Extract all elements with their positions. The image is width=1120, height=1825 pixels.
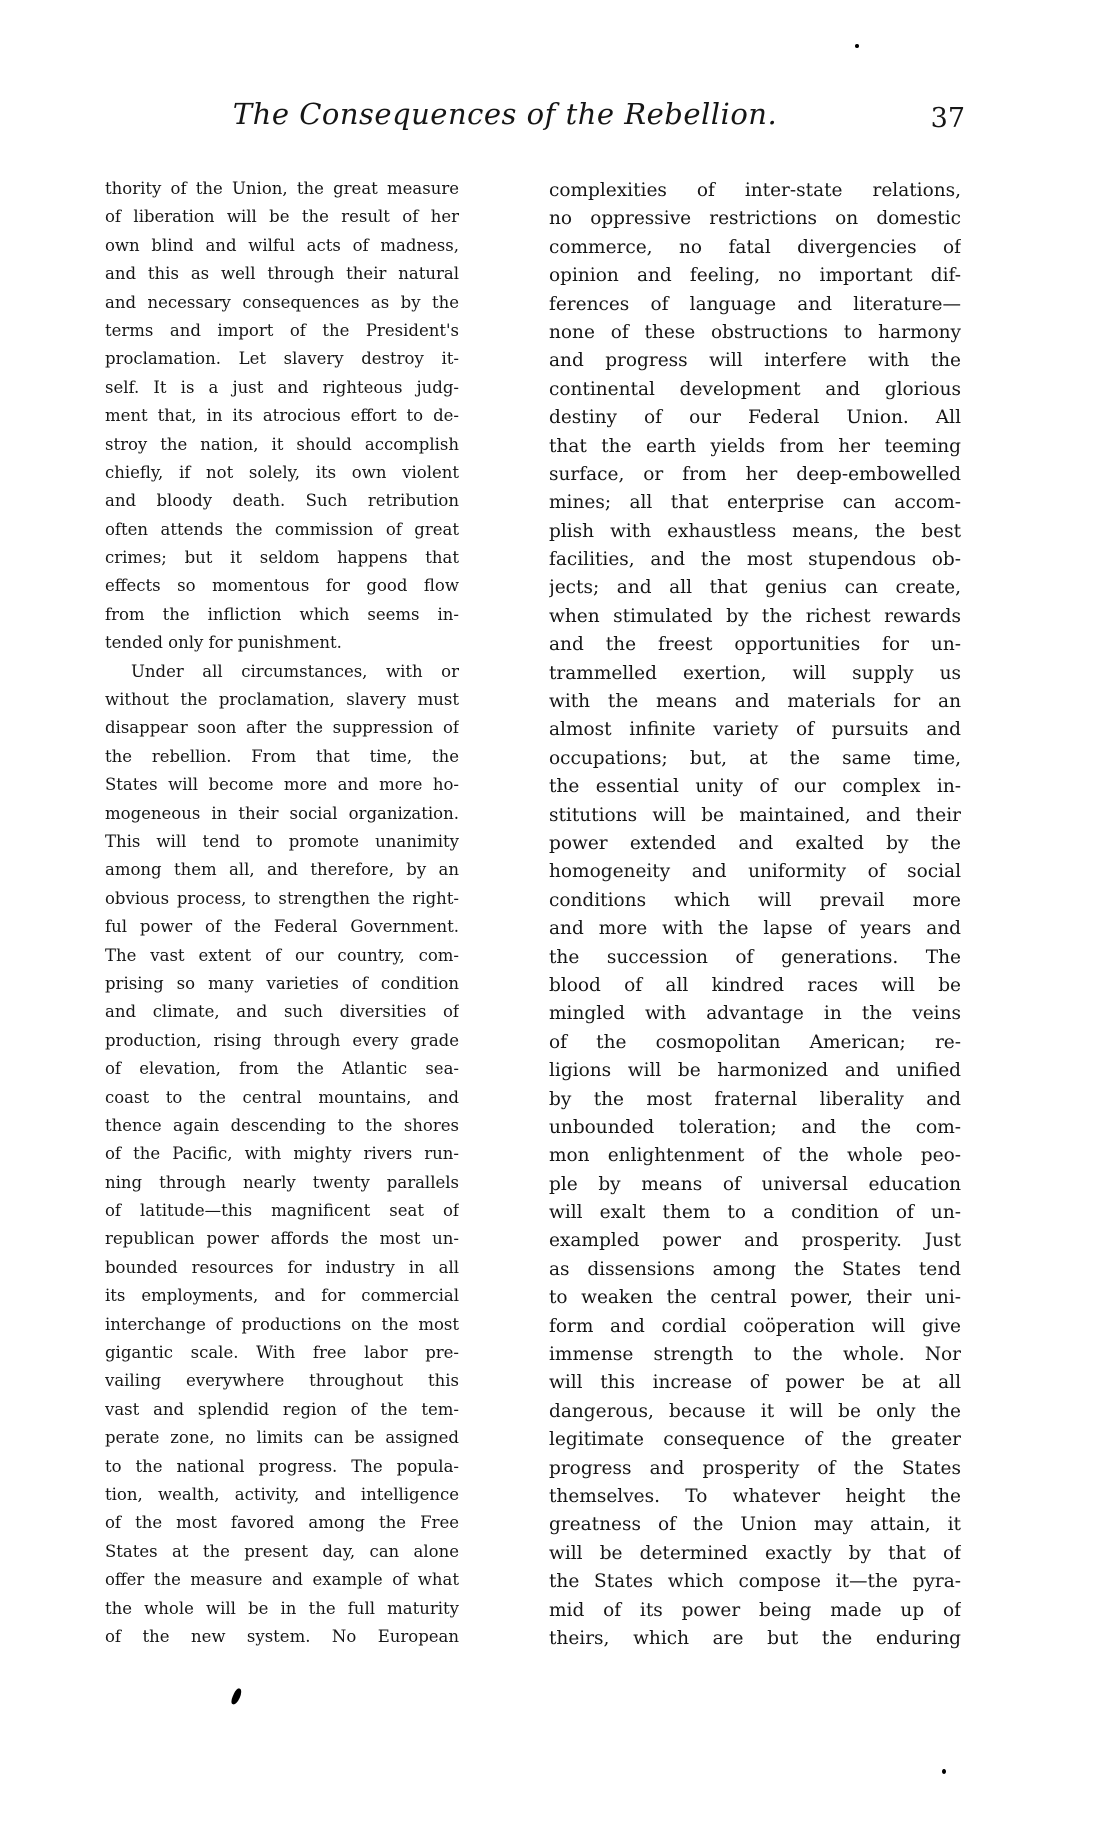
- text-line: mid of its power being made up of: [549, 1599, 961, 1621]
- text-line: without the proclamation, slavery must: [105, 690, 459, 710]
- text-line: facilities, and the most stupendous ob-: [549, 549, 961, 571]
- text-line: disappear soon after the suppression of: [105, 718, 459, 738]
- text-line: jects; and all that genius can create,: [549, 577, 961, 599]
- text-line: surface, or from her deep-embowelled: [549, 463, 961, 485]
- text-line: States will become more and more ho-: [105, 775, 459, 795]
- text-line: trammelled exertion, will supply us: [549, 662, 961, 684]
- text-line: commerce, no fatal divergencies of: [549, 236, 961, 258]
- text-line: republican power affords the most un-: [105, 1229, 459, 1249]
- text-line: unbounded toleration; and the com-: [549, 1116, 961, 1138]
- text-line: opinion and feeling, no important dif-: [549, 265, 961, 287]
- text-line: production, rising through every grade: [105, 1030, 459, 1050]
- text-line: will exalt them to a condition of un-: [549, 1202, 961, 1224]
- text-line: stroy the nation, it should accomplish: [105, 434, 459, 454]
- text-line: ment that, in its atrocious effort to de-: [105, 406, 459, 426]
- text-line: and bloody death. Such retribution: [105, 491, 459, 511]
- text-line: blood of all kindred races will be: [549, 974, 961, 996]
- text-line: self. It is a just and righteous judg-: [105, 377, 459, 397]
- text-line: mines; all that enterprise can accom-: [549, 492, 961, 514]
- text-line: perate zone, no limits can be assigned: [105, 1428, 459, 1448]
- text-line: dangerous, because it will be only the: [549, 1400, 961, 1422]
- text-line: offer the measure and example of what: [105, 1570, 459, 1590]
- text-line: vailing everywhere throughout this: [105, 1371, 459, 1391]
- text-line: power extended and exalted by the: [549, 832, 961, 854]
- text-line: The vast extent of our country, com-: [105, 945, 459, 965]
- ink-blot-bottom-left: [230, 1687, 243, 1705]
- text-line: continental development and glorious: [549, 378, 961, 400]
- text-line: Under all circumstances, with or: [131, 661, 459, 681]
- text-line: mogeneous in their social organization.: [105, 803, 459, 823]
- text-line: of latitude—this magnificent seat of: [105, 1201, 459, 1221]
- text-line: will this increase of power be at all: [549, 1372, 961, 1394]
- text-line: by the most fraternal liberality and: [549, 1088, 961, 1110]
- text-line: prising so many varieties of condition: [105, 973, 459, 993]
- text-line: and necessary consequences as by the: [105, 292, 459, 312]
- text-line: progress and prosperity of the States: [549, 1457, 961, 1479]
- text-line: exampled power and prosperity. Just: [549, 1230, 961, 1252]
- text-line: complexities of inter-state relations,: [549, 180, 961, 201]
- text-line: the rebellion. From that time, the: [105, 746, 459, 766]
- text-line: the States which compose it—the pyra-: [549, 1571, 961, 1593]
- text-line: States at the present day, can alone: [105, 1541, 459, 1561]
- text-line: to weaken the central power, their uni-: [549, 1287, 961, 1309]
- page-number: 37: [930, 103, 965, 134]
- text-line: thence again descending to the shores: [105, 1115, 459, 1135]
- ink-speck-top: [855, 44, 859, 48]
- text-line: and this as well through their natural: [105, 264, 459, 284]
- text-line: almost infinite variety of pursuits and: [549, 719, 961, 741]
- text-line: from the infliction which seems in-: [105, 604, 459, 624]
- text-line: tended only for punishment.: [105, 633, 342, 653]
- text-line: will be determined exactly by that of: [549, 1542, 961, 1564]
- right-text-column: [549, 177, 961, 1653]
- text-line: form and cordial coöperation will give: [549, 1315, 961, 1337]
- text-line: coast to the central mountains, and: [105, 1087, 459, 1107]
- text-line: the essential unity of our complex in-: [549, 776, 961, 798]
- text-line: the succession of generations. The: [549, 946, 961, 968]
- text-line: among them all, and therefore, by an: [105, 860, 459, 880]
- text-line: to the national progress. The popula-: [105, 1456, 459, 1476]
- text-line: and more with the lapse of years and: [549, 918, 961, 940]
- text-line: and climate, and such diversities of: [105, 1002, 459, 1022]
- ink-speck-bottom-right: [942, 1769, 946, 1774]
- text-line: stitutions will be maintained, and their: [549, 804, 961, 826]
- text-line: with the means and materials for an: [549, 691, 961, 713]
- text-line: homogeneity and uniformity of social: [549, 861, 961, 883]
- text-line: destiny of our Federal Union. All: [549, 407, 961, 429]
- text-line: own blind and wilful acts of madness,: [105, 235, 459, 255]
- text-line: ple by means of universal education: [549, 1173, 961, 1195]
- text-line: no oppressive restrictions on domestic: [549, 208, 961, 230]
- text-line: immense strength to the whole. Nor: [549, 1344, 961, 1366]
- text-line: theirs, which are but the enduring: [549, 1627, 961, 1649]
- text-line: its employments, and for commercial: [105, 1286, 459, 1306]
- text-line: themselves. To whatever height the: [549, 1485, 961, 1507]
- text-line: proclamation. Let slavery destroy it-: [105, 349, 459, 369]
- text-line: and the freest opportunities for un-: [549, 634, 961, 656]
- text-line: plish with exhaustless means, the best: [549, 520, 961, 542]
- text-line: of the cosmopolitan American; re-: [549, 1031, 961, 1053]
- text-line: ful power of the Federal Government.: [105, 917, 459, 937]
- text-line: legitimate consequence of the greater: [549, 1429, 961, 1451]
- running-header-title: The Consequences of the Rebellion.: [232, 97, 778, 131]
- text-line: gigantic scale. With free labor pre-: [105, 1343, 459, 1363]
- text-line: interchange of productions on the most: [105, 1314, 459, 1334]
- text-line: terms and import of the President's: [105, 320, 459, 340]
- text-line: crimes; but it seldom happens that: [105, 548, 459, 568]
- text-line: obvious process, to strengthen the right-: [105, 888, 459, 908]
- text-line: ning through nearly twenty parallels: [105, 1172, 459, 1192]
- text-line: greatness of the Union may attain, it: [549, 1514, 961, 1536]
- text-line: often attends the commission of great: [105, 519, 459, 539]
- text-line: conditions which will prevail more: [549, 889, 961, 911]
- text-line: effects so momentous for good flow: [105, 576, 459, 596]
- text-line: and progress will interfere with the: [549, 350, 961, 372]
- text-line: of liberation will be the result of her: [105, 207, 459, 227]
- text-line: none of these obstructions to harmony: [549, 321, 961, 343]
- text-line: of the Pacific, with mighty rivers run-: [105, 1144, 459, 1164]
- text-line: This will tend to promote unanimity: [105, 831, 459, 851]
- text-line: of elevation, from the Atlantic sea-: [105, 1059, 459, 1079]
- text-line: ferences of language and literature—: [549, 293, 961, 315]
- text-line: the whole will be in the full maturity: [105, 1598, 459, 1618]
- text-line: of the most favored among the Free: [105, 1513, 459, 1533]
- text-line: when stimulated by the richest rewards: [549, 605, 961, 627]
- text-line: occupations; but, at the same time,: [549, 747, 961, 769]
- left-text-column: [105, 175, 459, 1651]
- text-line: of the new system. No European: [105, 1626, 459, 1646]
- text-line: tion, wealth, activity, and intelligence: [105, 1484, 459, 1504]
- text-line: mon enlightenment of the whole peo-: [549, 1145, 961, 1167]
- text-line: mingled with advantage in the veins: [549, 1003, 961, 1025]
- text-line: bounded resources for industry in all: [105, 1257, 459, 1277]
- text-line: as dissensions among the States tend: [549, 1258, 961, 1280]
- text-line: chiefly, if not solely, its own violent: [105, 462, 459, 482]
- text-line: thority of the Union, the great measure: [105, 179, 459, 198]
- text-line: ligions will be harmonized and unified: [549, 1060, 961, 1082]
- text-line: that the earth yields from her teeming: [549, 435, 961, 457]
- text-line: vast and splendid region of the tem-: [105, 1399, 459, 1419]
